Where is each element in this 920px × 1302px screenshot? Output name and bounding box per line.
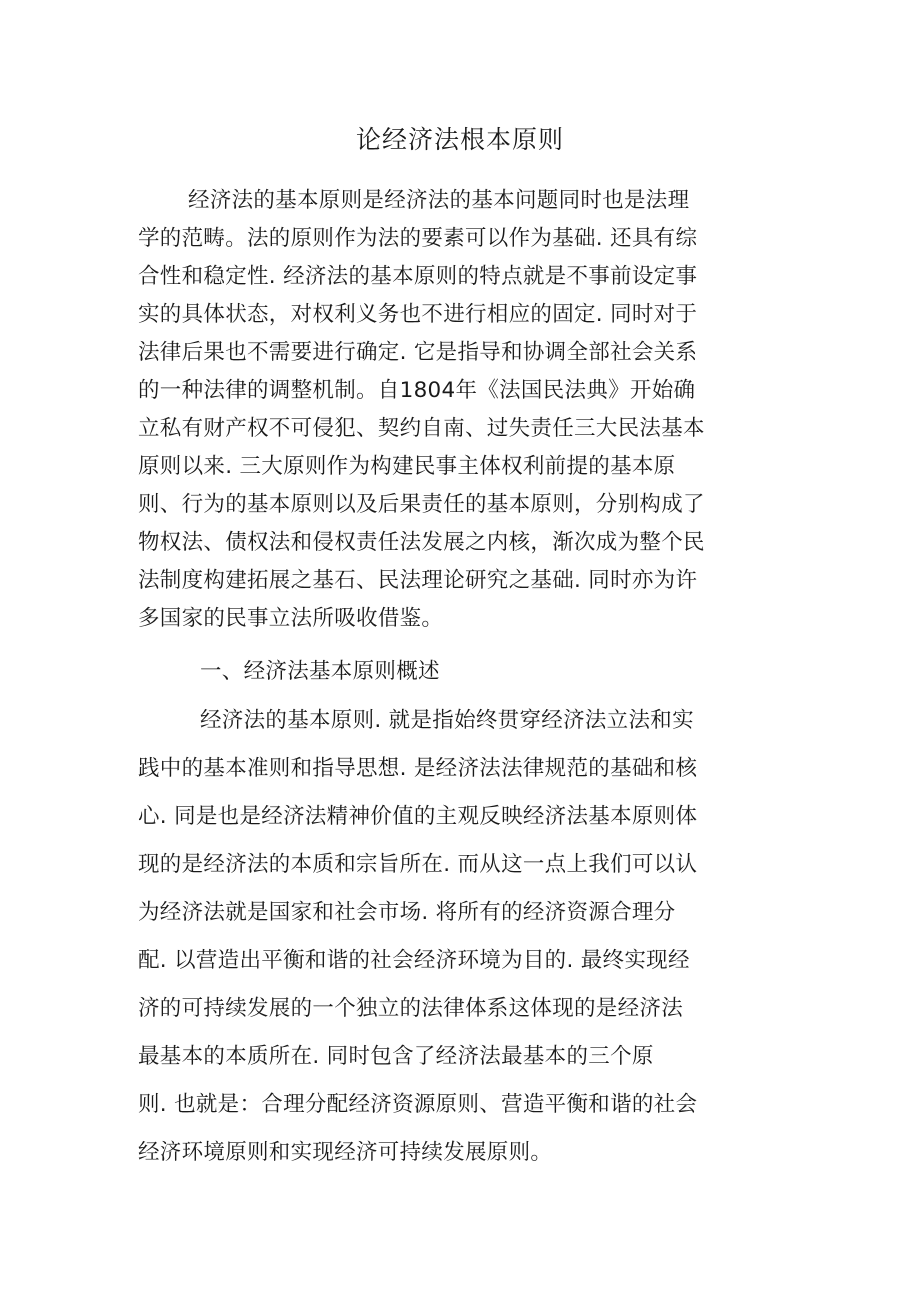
paragraph-1-line-12: 多国家的民事立法所吸收借鉴。 <box>138 606 444 631</box>
paragraph-2-line-8: 最基本的本质所在. 同时包含了经济法最基本的三个原 <box>138 1044 654 1069</box>
paragraph-1-line-7: 立私有财产权不可侵犯、契约自南、过失责任三大民法基本 <box>138 416 705 441</box>
paragraph-1-line-8: 原则以来. 三大原则作为构建民事主体权利前提的基本原 <box>138 454 676 479</box>
paragraph-1-line-6: 的一种法律的调整机制。自1804年《法国民法典》开始确 <box>138 378 696 403</box>
paragraph-1-line-9: 则、行为的基本原则以及后果责任的基本原则，分别构成了 <box>138 492 705 517</box>
paragraph-2-line-10: 经济环境原则和实现经济可持续发展原则。 <box>138 1140 553 1165</box>
paragraph-2-line-9: 则. 也就是：合理分配经济资源原则、营造平衡和谐的社会 <box>138 1092 698 1117</box>
paragraph-2-line-7: 济的可持续发展的一个独立的法律体系这体现的是经济法 <box>138 996 684 1021</box>
paragraph-1-line-2: 学的范畴。法的原则作为法的要素可以作为基础. 还具有综 <box>138 226 698 251</box>
paragraph-2-line-4: 现的是经济法的本质和宗旨所在. 而从这一点上我们可以认 <box>138 852 698 877</box>
paragraph-2-line-6: 配. 以营造出平衡和谐的社会经济环境为目的. 最终实现经 <box>138 948 690 973</box>
paragraph-2-line-5: 为经济法就是国家和社会市场. 将所有的经济资源合理分 <box>138 900 676 925</box>
document-title: 论经济法根本原则 <box>355 125 564 154</box>
paragraph-2-line-3: 心. 同是也是经济法精神价值的主观反映经济法基本原则体 <box>138 804 698 829</box>
paragraph-2-line-1: 经济法的基本原则. 就是指始终贯穿经济法立法和实 <box>200 708 694 733</box>
paragraph-1-line-4: 实的具体状态，对权利义务也不进行相应的固定. 同时对于 <box>138 302 698 327</box>
paragraph-1-line-1: 经济法的基本原则是经济法的基本问题同时也是法理 <box>188 188 690 213</box>
paragraph-1-line-3: 合性和稳定性. 经济法的基本原则的特点就是不事前设定事 <box>138 264 698 289</box>
paragraph-1-line-11: 法制度构建拓展之基石、民法理论研究之基础. 同时亦为许 <box>138 568 698 593</box>
paragraph-1-line-5: 法律后果也不需要进行确定. 它是指导和协调全部社会关系 <box>138 340 698 365</box>
paragraph-1-line-10: 物权法、债权法和侵权责任法发展之内核，渐次成为整个民 <box>138 530 705 555</box>
paragraph-2-line-2: 践中的基本准则和指导思想. 是经济法法律规范的基础和核 <box>138 756 698 781</box>
section-1-heading: 一、经济法基本原则概述 <box>200 659 440 684</box>
